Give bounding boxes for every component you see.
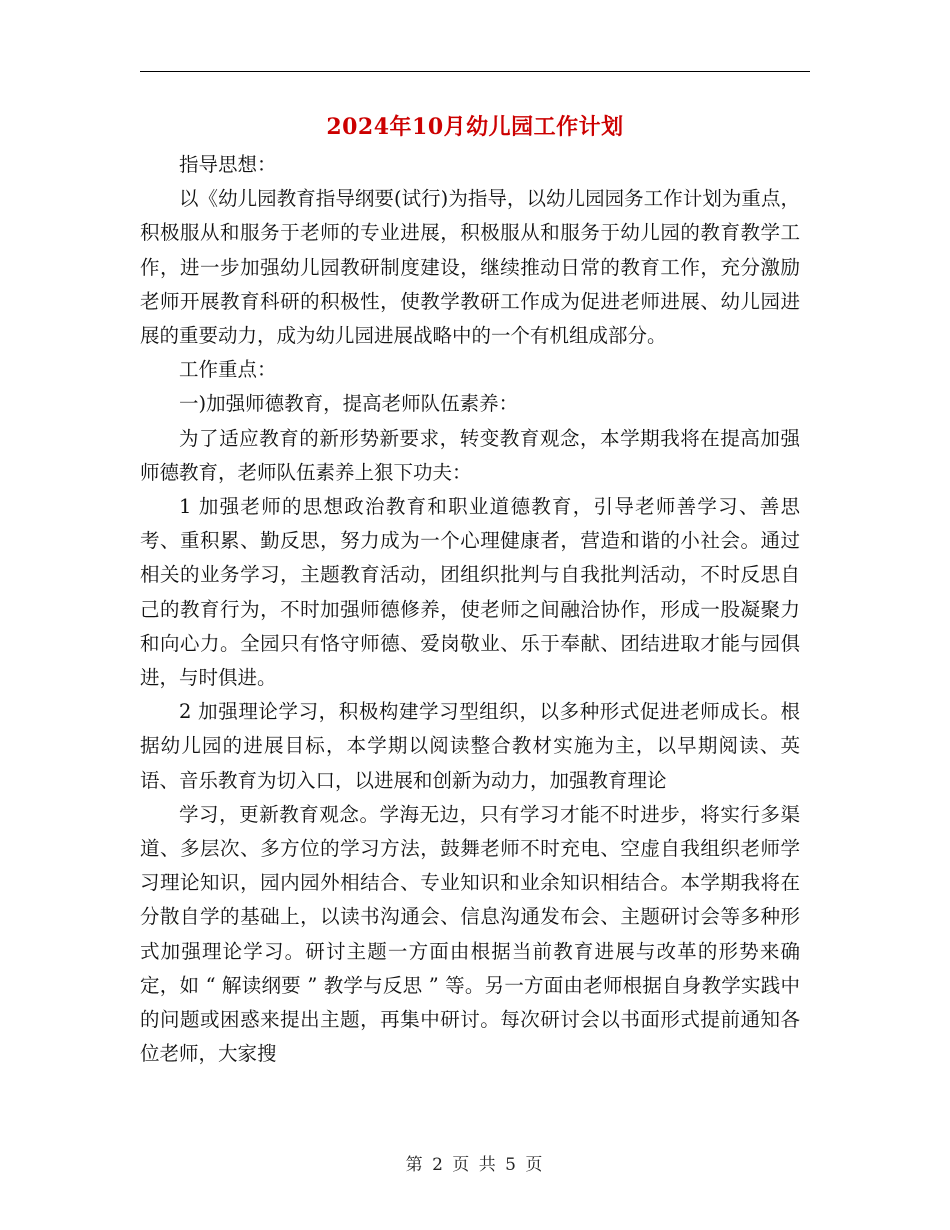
page-number-footer: 第 2 页 共 5 页	[405, 1155, 545, 1175]
paragraph-guiding-content: 以《幼儿园教育指导纲要(试行)为指导，以幼儿园园务工作计划为重点，积极服从和服务于老师的专业进展，积极服从和服务于幼儿园的教育教学工作，进一步加强幼儿园教研制度建设，继续推动日常的教育工作，充分激励老师开展教育科研的积极性，使教学教研工作成为促进老师进展、幼儿园进展的重要动力，成为幼儿园进展战略中的一个有机组成部分。	[140, 187, 800, 348]
paragraph-item-2-continued: 学习，更新教育观念。学海无边，只有学习才能不时进步，将实行多渠道、多层次、多方位的学习方法，鼓舞老师不时充电、空虚自我组织老师学习理论知识，园内园外相结合、专业知识和业余知识相结合。本学期我将在分散自学的基础上，以读书沟通会、信息沟通发布会、主题研讨会等多种形式加强理论学习。研讨主题一方面由根据当前教育进展与改革的形势来确定，如 “ 解读纲要 ” 教学与反思 ” 等。另一方面由老师根据自身教学实践中的问题或困惑来提出主题，再集中研讨。每次研讨会以书面形式提前通知各位老师，大家搜	[140, 802, 800, 1066]
paragraph-section-one-intro: 为了适应教育的新形势新要求，转变教育观念，本学期我将在提高加强师德教育，老师队伍素养上狠下功夫：	[140, 426, 800, 484]
paragraph-focus-heading: 工作重点：	[179, 358, 277, 382]
document-body	[140, 148, 800, 1071]
paragraph-guiding-heading: 指导思想：	[179, 153, 277, 176]
paragraph-item-1: 1 加强老师的思想政治教育和职业道德教育，引导老师善学习、善思考、重积累、勤反思，努力成为一个心理健康者，营造和谐的小社会。通过相关的业务学习，主题教育活动，团组织批判与自我批判活动，不时反思自己的教育行为，不时加强师德修养，使老师之间融洽协作，形成一股凝聚力和向心力。全园只有恪守师德、爱岗敬业、乐于奉献、团结进取才能与园俱进，与时俱进。	[140, 495, 800, 690]
header-rule	[140, 71, 810, 72]
document-title: 2024年10月幼儿园工作计划	[326, 114, 624, 140]
paragraph-section-one-heading: 一)加强师德教育，提高老师队伍素养：	[179, 392, 519, 416]
paragraph-item-2: 2 加强理论学习，积极构建学习型组织，以多种形式促进老师成长。根据幼儿园的进展目标，本学期以阅读整合教材实施为主，以早期阅读、英语、音乐教育为切入口，以进展和创新为动力，加强教育理论	[140, 700, 800, 792]
